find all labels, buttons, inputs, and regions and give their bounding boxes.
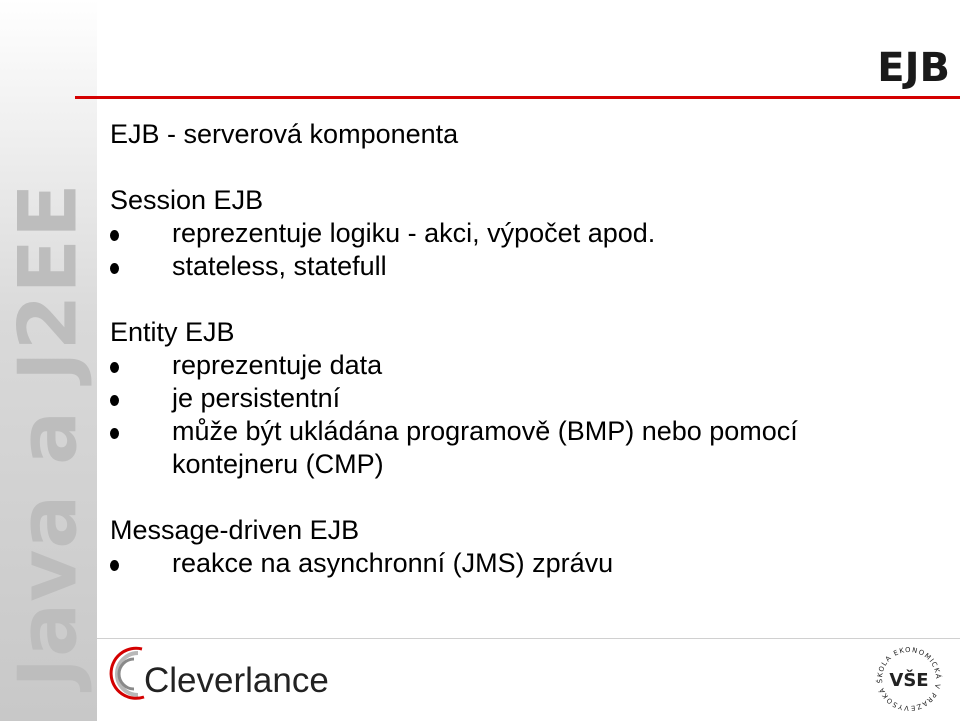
cleverlance-logo xyxy=(108,645,338,706)
content-heading: EJB - serverová komponenta xyxy=(110,119,459,149)
bullet-icon xyxy=(110,362,119,373)
bullet-continuation: kontejneru (CMP) xyxy=(172,449,384,479)
vse-logo-mark: VŠE xyxy=(889,670,929,691)
bullet-icon xyxy=(110,230,119,241)
bullet-icon xyxy=(110,395,119,406)
bullet-item xyxy=(110,217,940,250)
bullet-icon xyxy=(110,263,119,274)
title-divider xyxy=(75,96,960,99)
bullet-icon xyxy=(110,560,119,571)
bullet-item xyxy=(110,415,940,448)
bullet-item xyxy=(110,547,940,580)
bullet-item xyxy=(110,250,940,283)
bullet-text: reakce na asynchronní (JMS) zprávu xyxy=(172,548,614,578)
footer-divider xyxy=(97,638,960,639)
bullet-text: reprezentuje data xyxy=(172,350,383,380)
vse-logo xyxy=(874,644,944,719)
slide-content xyxy=(110,118,940,580)
bullet-text: je persistentní xyxy=(172,383,341,413)
section-title-message: Message-driven EJB xyxy=(110,515,360,545)
bullet-text: stateless, statefull xyxy=(172,251,387,281)
slide-title: EJB xyxy=(877,45,950,91)
bullet-item xyxy=(110,349,940,382)
bullet-text: reprezentuje logiku - akci, výpočet apod. xyxy=(172,218,656,248)
section-title-session: Session EJB xyxy=(110,185,264,215)
sidebar xyxy=(0,0,97,721)
bullet-icon xyxy=(110,428,119,439)
section-title-entity: Entity EJB xyxy=(110,317,235,347)
cleverlance-logo-text: Cleverlance xyxy=(144,661,329,700)
sidebar-title: Java a J2EE xyxy=(1,182,95,688)
bullet-text: může být ukládána programově (BMP) nebo pomocí xyxy=(172,416,798,446)
vse-logo-ring-text: VYSOKÁ ŠKOLA EKONOMICKÁ V PRAZE xyxy=(875,645,943,713)
bullet-item xyxy=(110,382,940,415)
